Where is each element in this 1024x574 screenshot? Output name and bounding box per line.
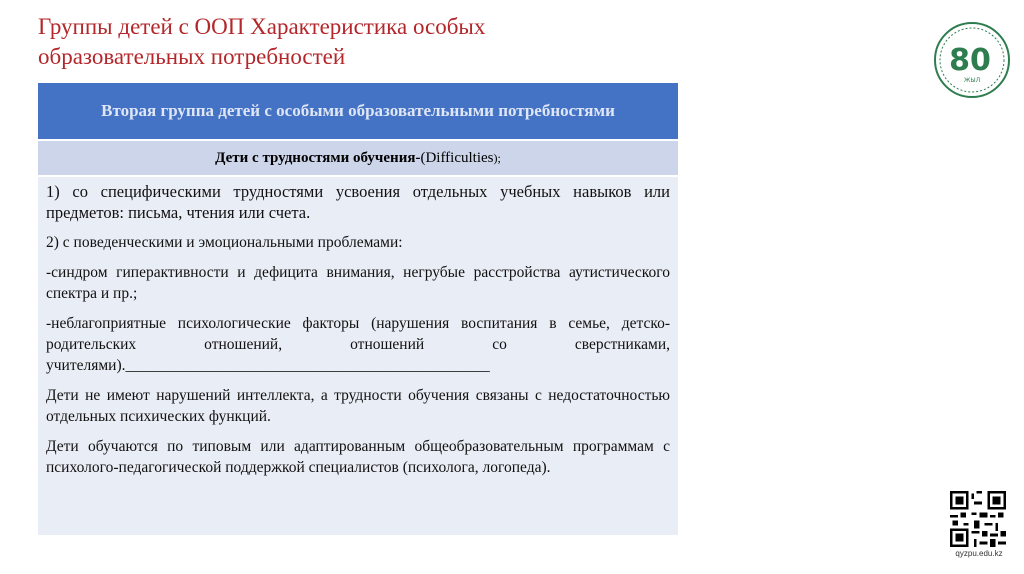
paragraph: 1) со специфическими трудностями усвоения отдельных учебных навыков или предметов: письма, чтения или счета. [46,182,670,222]
subheader-end: ); [493,150,501,165]
special-needs-table [38,83,678,535]
paragraph: Дети обучаются по типовым или адаптированным общеобразовательным программам с психолого-педагогической поддержкой специалистов (психолога, логопеда). [46,438,670,476]
table-header: Вторая группа детей с особыми образовательными потребностями [38,83,678,139]
paragraph: -неблагоприятные психологические факторы (нарушения воспитания в семье, детско-родительских отношений, отношений со сверстниками, учителями)._______________________________________________ [46,315,670,374]
paragraph: Дети не имеют нарушений интеллекта, а трудности обучения связаны с недостаточностью отдельных психических функций. [46,387,670,425]
table-body [38,175,678,535]
anniversary-logo [932,20,1012,100]
qr-code-icon [950,491,1006,547]
paragraph: -синдром гиперактивности и дефицита внимания, негрубые расстройства аутистического спектра и пр.; [46,264,670,302]
paragraph: 2) с поведенческими и эмоциональными проблемами: [46,234,403,251]
slide-title: Группы детей с ООП Характеристика особых образовательных потребностей [38,14,486,69]
logo-caption: ЖЫЛ [963,77,981,84]
logo-number: 80 [949,43,991,78]
subheader-bold: Дети с трудностями обучения- [215,149,421,166]
website-link[interactable]: qyzpu.edu.kz [955,549,1003,558]
subheader-rest: (Difficulties [420,149,494,166]
table-subheader [38,139,678,175]
